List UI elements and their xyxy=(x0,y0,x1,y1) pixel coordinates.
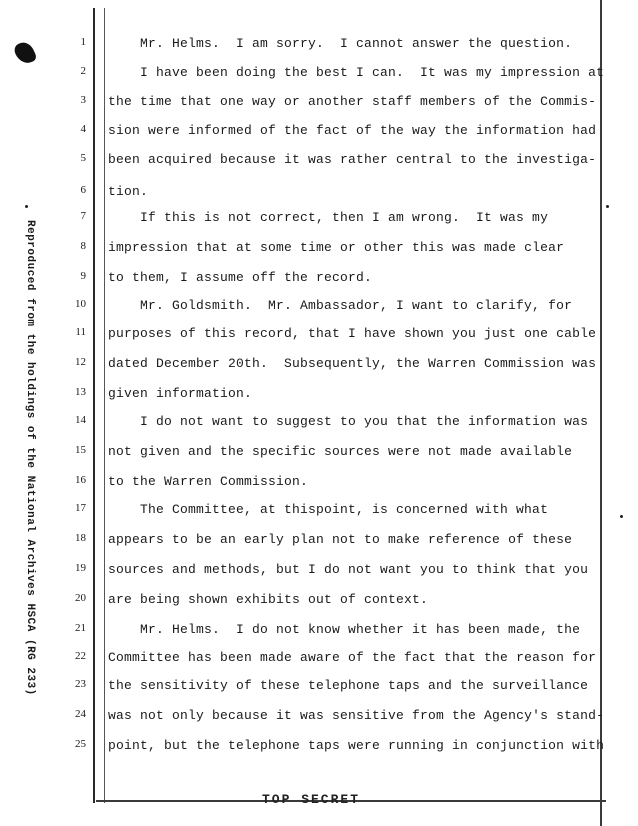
transcript-line: purposes of this record, that I have shown you just one cable xyxy=(108,326,597,341)
transcript-line: I do not want to suggest to you that the information was xyxy=(140,414,589,429)
left-margin-rule xyxy=(93,8,95,803)
line-number: 13 xyxy=(75,386,86,398)
line-number: 16 xyxy=(75,474,86,486)
ink-speck xyxy=(25,205,28,208)
line-number: 10 xyxy=(75,298,86,310)
line-number: 2 xyxy=(80,65,86,77)
line-number: 1 xyxy=(80,36,86,48)
transcript-line: not given and the specific sources were not made available xyxy=(108,444,573,459)
line-number: 4 xyxy=(80,123,86,135)
transcript-line: dated December 20th. Subsequently, the Warren Commission was xyxy=(108,356,597,371)
ink-blot xyxy=(12,39,38,67)
line-number: 22 xyxy=(75,650,86,662)
transcript-line: the time that one way or another staff members of the Commis- xyxy=(108,94,597,109)
transcript-line: appears to be an early plan not to make reference of these xyxy=(108,532,573,547)
transcript-line: given information. xyxy=(108,386,253,401)
ink-speck xyxy=(620,515,623,518)
transcript-line: to them, I assume off the record. xyxy=(108,270,373,285)
transcript-line: If this is not correct, then I am wrong. It was my xyxy=(140,210,549,225)
line-number: 23 xyxy=(75,678,86,690)
line-number: 12 xyxy=(75,356,86,368)
line-number: 24 xyxy=(75,708,86,720)
line-number: 7 xyxy=(80,210,86,222)
transcript-line: Committee has been made aware of the fact that the reason for xyxy=(108,650,597,665)
transcript-line: Mr. Goldsmith. Mr. Ambassador, I want to clarify, for xyxy=(140,298,573,313)
transcript-line: are being shown exhibits out of context. xyxy=(108,592,429,607)
line-number: 20 xyxy=(75,592,86,604)
ink-speck xyxy=(606,205,609,208)
transcript-line: The Committee, at thispoint, is concerned with what xyxy=(140,502,549,517)
transcript-line: tion. xyxy=(108,184,149,199)
line-number: 15 xyxy=(75,444,86,456)
transcript-line: was not only because it was sensitive from the Agency's stand- xyxy=(108,708,605,723)
classification-stamp: TOP SECRET xyxy=(262,792,361,806)
line-number: 18 xyxy=(75,532,86,544)
transcript-line: been acquired because it was rather central to the investiga- xyxy=(108,152,597,167)
archive-side-note: Reproduced from the holdings of the National Archives HSCA (RG 233) xyxy=(24,220,36,696)
transcript-line: sources and methods, but I do not want you to think that you xyxy=(108,562,589,577)
line-number: 6 xyxy=(80,184,86,196)
transcript-line: point, but the telephone taps were running in conjunction with xyxy=(108,738,605,753)
transcript-line: impression that at some time or other this was made clear xyxy=(108,240,565,255)
transcript-line: to the Warren Commission. xyxy=(108,474,309,489)
transcript-line: sion were informed of the fact of the way the information had xyxy=(108,123,597,138)
right-margin-rule xyxy=(600,0,602,826)
line-number: 25 xyxy=(75,738,86,750)
transcript-line: the sensitivity of these telephone taps and the surveillance xyxy=(108,678,589,693)
transcript-line: Mr. Helms. I am sorry. I cannot answer the question. xyxy=(140,36,573,51)
line-number: 19 xyxy=(75,562,86,574)
transcript-line: Mr. Helms. I do not know whether it has been made, the xyxy=(140,622,581,637)
line-number: 14 xyxy=(75,414,86,426)
line-number: 8 xyxy=(80,240,86,252)
line-number: 3 xyxy=(80,94,86,106)
left-margin-rule-inner xyxy=(104,8,105,803)
line-number: 11 xyxy=(75,326,86,338)
line-number: 17 xyxy=(75,502,86,514)
line-number: 5 xyxy=(80,152,86,164)
line-number: 21 xyxy=(75,622,86,634)
line-number: 9 xyxy=(80,270,86,282)
transcript-line: I have been doing the best I can. It was my impression at xyxy=(140,65,605,80)
